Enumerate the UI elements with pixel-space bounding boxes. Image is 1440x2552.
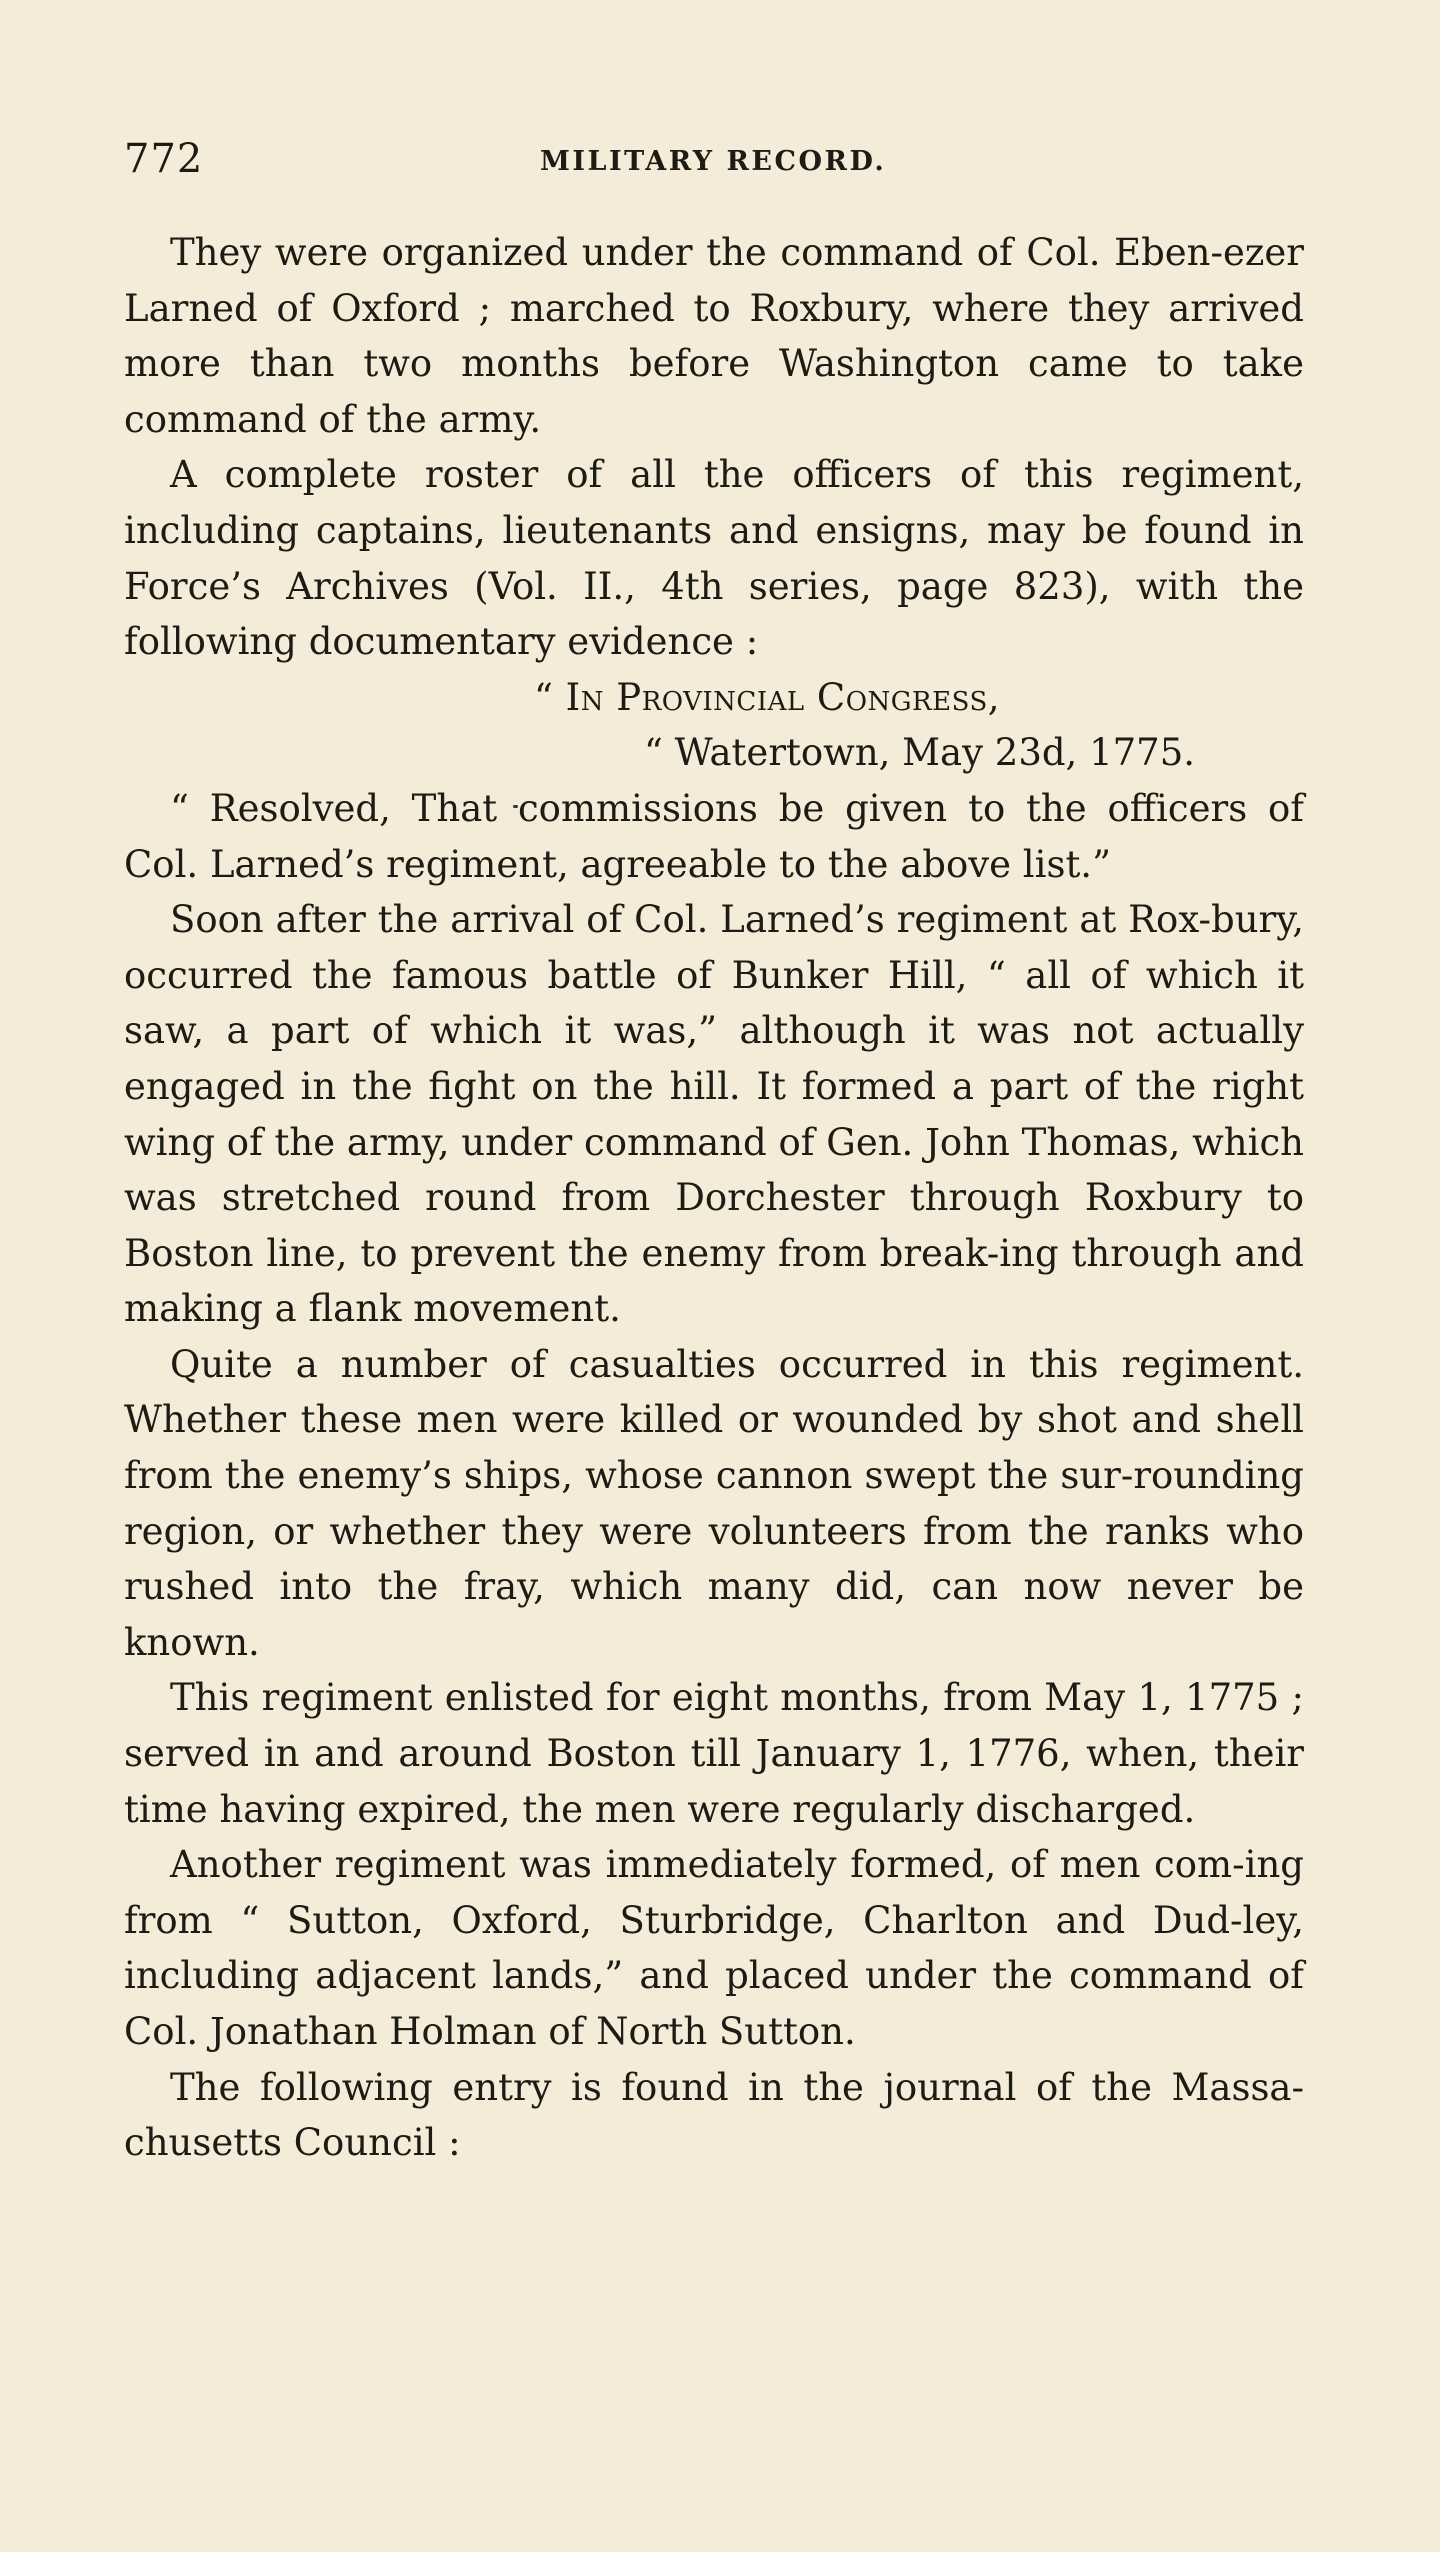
quote-place-date-line: “ Watertown, May 23d, 1775. (644, 731, 1195, 775)
paragraph-roster: A complete roster of all the officers of this regiment, including captains, lieutenants and ensigns, may be found in Force’s Archives (Vol. II., 4th series, page 823), with the following documentary evidence : (124, 453, 1304, 664)
paragraph-enlistment: This regiment enlisted for eight months, from May 1, 1775 ; served in and around Boston till January 1, 1776, when, their time having expired, the men were regularly discharged. (124, 1676, 1304, 1831)
paragraph-council-entry: The following entry is found in the journal of the Massa-chusetts Council : (124, 2065, 1304, 2165)
paragraph-resolved: “ Resolved, That commissions be given to the officers of Col. Larned’s regiment, agreeable to the above list.” (124, 786, 1304, 886)
paragraph-organized: They were organized under the command of Col. Eben-ezer Larned of Oxford ; marched to Roxbury, where they arrived more than two months before Washington came to take command of the army. (124, 231, 1304, 441)
page-number: 772 (124, 136, 204, 182)
quote-congress-line: “ In Provincial Congress, (534, 675, 1001, 719)
running-head: MILITARY RECORD. (540, 146, 887, 177)
paragraph-bunker-hill: Soon after the arrival of Col. Larned’s regiment at Rox-bury, occurred the famous battle of Bunker Hill, “ all of which it saw, a part of which it was,” although it was not actually engaged in the fight on the hill. It formed a part of the right wing of the army, under command of Gen. John Thomas, which was stretched round from Dorchester through Roxbury to Boston line, to prevent the enemy from break-ing through and making a flank movement. (124, 898, 1304, 1331)
paragraph-casualties: Quite a number of casualties occurred in this regiment. Whether these men were killed or wounded by shot and shell from the enemy’s ships, whose cannon swept the sur-rounding region, or whether they were volunteers from the ranks who rushed into the fray, which many did, can now never be known. (124, 1342, 1304, 1664)
body-text (124, 225, 1304, 2171)
page-header (124, 136, 1304, 196)
quoted-heading (124, 670, 1304, 781)
paragraph-another-regiment: Another regiment was immediately formed, of men com-ing from “ Sutton, Oxford, Sturbridge, Charlton and Dud-ley, including adjacent lands,” and placed under the command of Col. Jonathan Holman of North Sutton. (124, 1843, 1304, 2053)
